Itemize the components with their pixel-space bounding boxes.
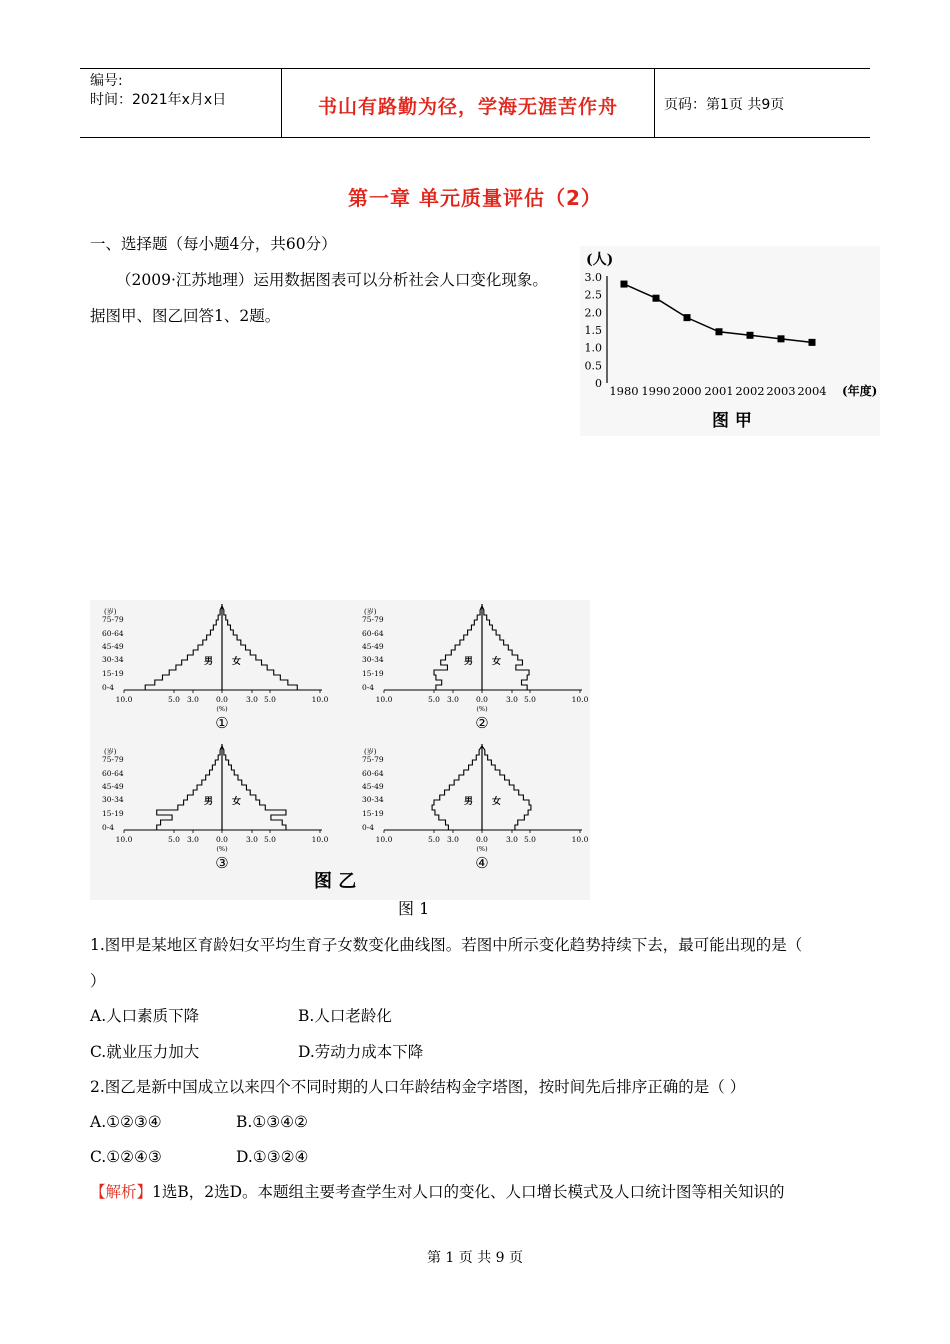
figure-1-label: 图 1: [398, 899, 430, 918]
pyramid-age-label: 45-49: [102, 782, 124, 791]
figure-jia-ytick-label: 0.5: [584, 359, 602, 373]
q2-option-c: C.①②④③: [90, 1148, 162, 1166]
pyramid-panel-number: ③: [215, 854, 229, 872]
figure-jia-xtick-label: 2003: [766, 384, 796, 398]
pyramid-age-label: 0-4: [362, 823, 375, 832]
pyramid-age-label: 45-49: [102, 642, 124, 651]
pyramid-x-tick-label: 3.0: [447, 835, 459, 844]
pyramid-female-label: 女: [492, 797, 502, 807]
pyramid-x-tick-label: 10.0: [375, 835, 393, 844]
figure-jia-xtick-label: 1990: [641, 384, 671, 398]
pyramid-pct-label: (%): [216, 705, 228, 713]
pyramid-age-label: 30-34: [102, 795, 124, 804]
pyramid-x-tick-label: 10.0: [571, 835, 589, 844]
pyramid-x-tick-label: 0.0: [216, 835, 228, 844]
pyramid-age-label: 60-64: [362, 769, 384, 778]
pyramid-age-label: 15-19: [102, 669, 124, 678]
pyramid-age-unit: (岁): [104, 608, 117, 616]
figure-yi-caption: 图 乙: [314, 871, 357, 892]
figure-yi: [90, 600, 590, 920]
pyramid-age-label: 15-19: [362, 669, 384, 678]
pyramid-x-tick-label: 10.0: [115, 695, 133, 704]
q2-option-a: A.①②③④: [90, 1113, 162, 1131]
pyramid-x-tick-label: 3.0: [187, 835, 199, 844]
pyramid-x-tick-label: 3.0: [187, 695, 199, 704]
pyramid-age-label: 30-34: [362, 795, 384, 804]
figure-jia-caption: 图 甲: [712, 411, 752, 431]
figure-jia-ytick-label: 1.0: [584, 341, 602, 355]
figure-jia-ytick-label: 2.5: [584, 288, 602, 302]
pyramid-age-label: 0-4: [102, 823, 115, 832]
q1-option-c: C.就业压力加大: [90, 1043, 200, 1061]
figure-jia-data-point: [747, 332, 754, 339]
pyramid-x-tick-label: 3.0: [506, 835, 518, 844]
time-label: 时间：2021年x月x日: [90, 92, 227, 108]
pyramid-male-label: 男: [464, 657, 474, 667]
figure-jia-ytick-label: 0: [595, 377, 602, 390]
q1-stem-line1: 1.图甲是某地区育龄妇女平均生育子女数变化曲线图。若图中所示变化趋势持续下去，最可能出现的是（: [90, 936, 803, 954]
figure-jia-ytick-label: 2.0: [584, 306, 602, 320]
q1-option-b: B.人口老龄化: [298, 1007, 392, 1025]
header-motto: 书山有路勤为径，学海无涯苦作舟: [317, 96, 618, 118]
figure-jia-xtick-label: 2002: [735, 384, 765, 398]
pyramid-male-label: 男: [204, 797, 214, 807]
analysis-tag: 【解析】: [90, 1183, 153, 1201]
figure-jia-xlabel: (年度): [842, 384, 878, 398]
pyramid-x-tick-label: 5.0: [428, 835, 440, 844]
pyramid-age-label: 75-79: [362, 755, 384, 764]
pyramid-age-label: 60-64: [362, 629, 384, 638]
pyramid-age-label: 75-79: [102, 615, 124, 624]
pyramid-x-tick-label: 10.0: [311, 835, 329, 844]
pyramid-x-tick-label: 3.0: [246, 835, 258, 844]
figure-jia-data-point: [684, 314, 691, 321]
pyramid-x-tick-label: 10.0: [571, 695, 589, 704]
q1-stem-line2: ）: [90, 972, 106, 990]
q2-option-b: B.①③④②: [236, 1113, 308, 1131]
q2-stem: 2.图乙是新中国成立以来四个不同时期的人口年龄结构金字塔图，按时间先后排序正确的是（ ）: [90, 1078, 746, 1096]
pyramid-x-tick-label: 5.0: [168, 695, 180, 704]
figure-jia-xtick-label: 2001: [704, 384, 734, 398]
pyramid-age-label: 15-19: [102, 809, 124, 818]
q1-option-d: D.劳动力成本下降: [298, 1043, 424, 1061]
pyramid-panel-number: ①: [215, 714, 229, 732]
pyramid-female-label: 女: [492, 657, 502, 667]
figure-jia-data-point: [716, 328, 723, 335]
pyramid-panel-number: ②: [475, 714, 489, 732]
figure-jia-ytick-label: 1.5: [584, 324, 602, 337]
pyramid-x-tick-label: 5.0: [264, 835, 276, 844]
pyramid-x-tick-label: 3.0: [246, 695, 258, 704]
pyramid-age-label: 15-19: [362, 809, 384, 818]
figure-jia-xtick-label: 1980: [609, 384, 639, 398]
q1-option-a: A.人口素质下降: [90, 1007, 200, 1025]
intro-line-1: （2009·江苏地理）运用数据图表可以分析社会人口变化现象。: [116, 271, 548, 289]
pyramid-age-label: 0-4: [362, 683, 375, 692]
figure-jia-chart: [580, 246, 880, 436]
pyramid-x-tick-label: 5.0: [264, 695, 276, 704]
serial-label: 编号:: [90, 73, 123, 89]
pyramid-x-tick-label: 5.0: [428, 695, 440, 704]
pyramid-age-label: 45-49: [362, 782, 384, 791]
pyramid-age-label: 30-34: [102, 655, 124, 664]
pyramid-x-tick-label: 3.0: [447, 695, 459, 704]
pyramid-x-tick-label: 10.0: [375, 695, 393, 704]
pyramid-x-tick-label: 10.0: [311, 695, 329, 704]
pyramid-x-tick-label: 0.0: [216, 695, 228, 704]
pyramid-age-unit: (岁): [104, 748, 117, 756]
pyramid-age-unit: (岁): [364, 748, 377, 756]
pyramid-x-tick-label: 10.0: [115, 835, 133, 844]
page-footer: 第 1 页 共 9 页: [426, 1250, 524, 1266]
pyramid-age-unit: (岁): [364, 608, 377, 616]
pyramid-male-label: 男: [464, 797, 474, 807]
pyramid-age-label: 75-79: [102, 755, 124, 764]
pyramid-x-tick-label: 0.0: [476, 835, 488, 844]
figure-jia-xticks: [609, 384, 826, 398]
pyramid-age-label: 60-64: [102, 769, 124, 778]
page-title: 第一章 单元质量评估（2）: [348, 186, 602, 210]
pyramid-female-label: 女: [232, 797, 242, 807]
pyramid-panel-number: ④: [475, 854, 489, 872]
pyramid-pct-label: (%): [216, 845, 228, 853]
pyramid-age-label: 45-49: [362, 642, 384, 651]
pyramid-x-tick-label: 3.0: [506, 695, 518, 704]
pyramid-x-tick-label: 5.0: [524, 835, 536, 844]
figure-jia-data-point: [653, 295, 660, 302]
section-heading: 一、选择题（每小题4分，共60分）: [90, 235, 337, 253]
pyramid-age-label: 60-64: [102, 629, 124, 638]
pyramid-age-label: 0-4: [102, 683, 115, 692]
pyramid-x-tick-label: 5.0: [524, 695, 536, 704]
pyramid-x-tick-label: 0.0: [476, 695, 488, 704]
header-page-info: 页码：第1页 共9页: [664, 97, 785, 113]
pyramid-female-label: 女: [232, 657, 242, 667]
figure-jia-data-point: [621, 281, 628, 288]
figure-jia-xtick-label: 2000: [672, 384, 702, 398]
pyramid-pct-label: (%): [476, 705, 488, 713]
pyramid-age-label: 30-34: [362, 655, 384, 664]
pyramid-pct-label: (%): [476, 845, 488, 853]
pyramid-x-tick-label: 5.0: [168, 835, 180, 844]
figure-jia-data-point: [778, 335, 785, 342]
figure-jia-ytick-label: 3.0: [584, 271, 602, 284]
pyramid-male-label: 男: [204, 657, 214, 667]
figure-jia-xtick-label: 2004: [797, 384, 827, 398]
pyramid-age-label: 75-79: [362, 615, 384, 624]
analysis-text: 1选B，2选D。本题组主要考查学生对人口的变化、人口增长模式及人口统计图等相关知识的: [152, 1183, 785, 1201]
header-left: [90, 72, 226, 110]
analysis: [90, 1182, 785, 1202]
figure-jia-ylabel: (人): [586, 252, 614, 268]
figure-jia-yticks: [585, 271, 603, 390]
figure-jia-data-point: [809, 339, 816, 346]
q2-option-d: D.①③②④: [236, 1148, 309, 1166]
intro-line-2: 据图甲、图乙回答1、2题。: [90, 307, 281, 325]
